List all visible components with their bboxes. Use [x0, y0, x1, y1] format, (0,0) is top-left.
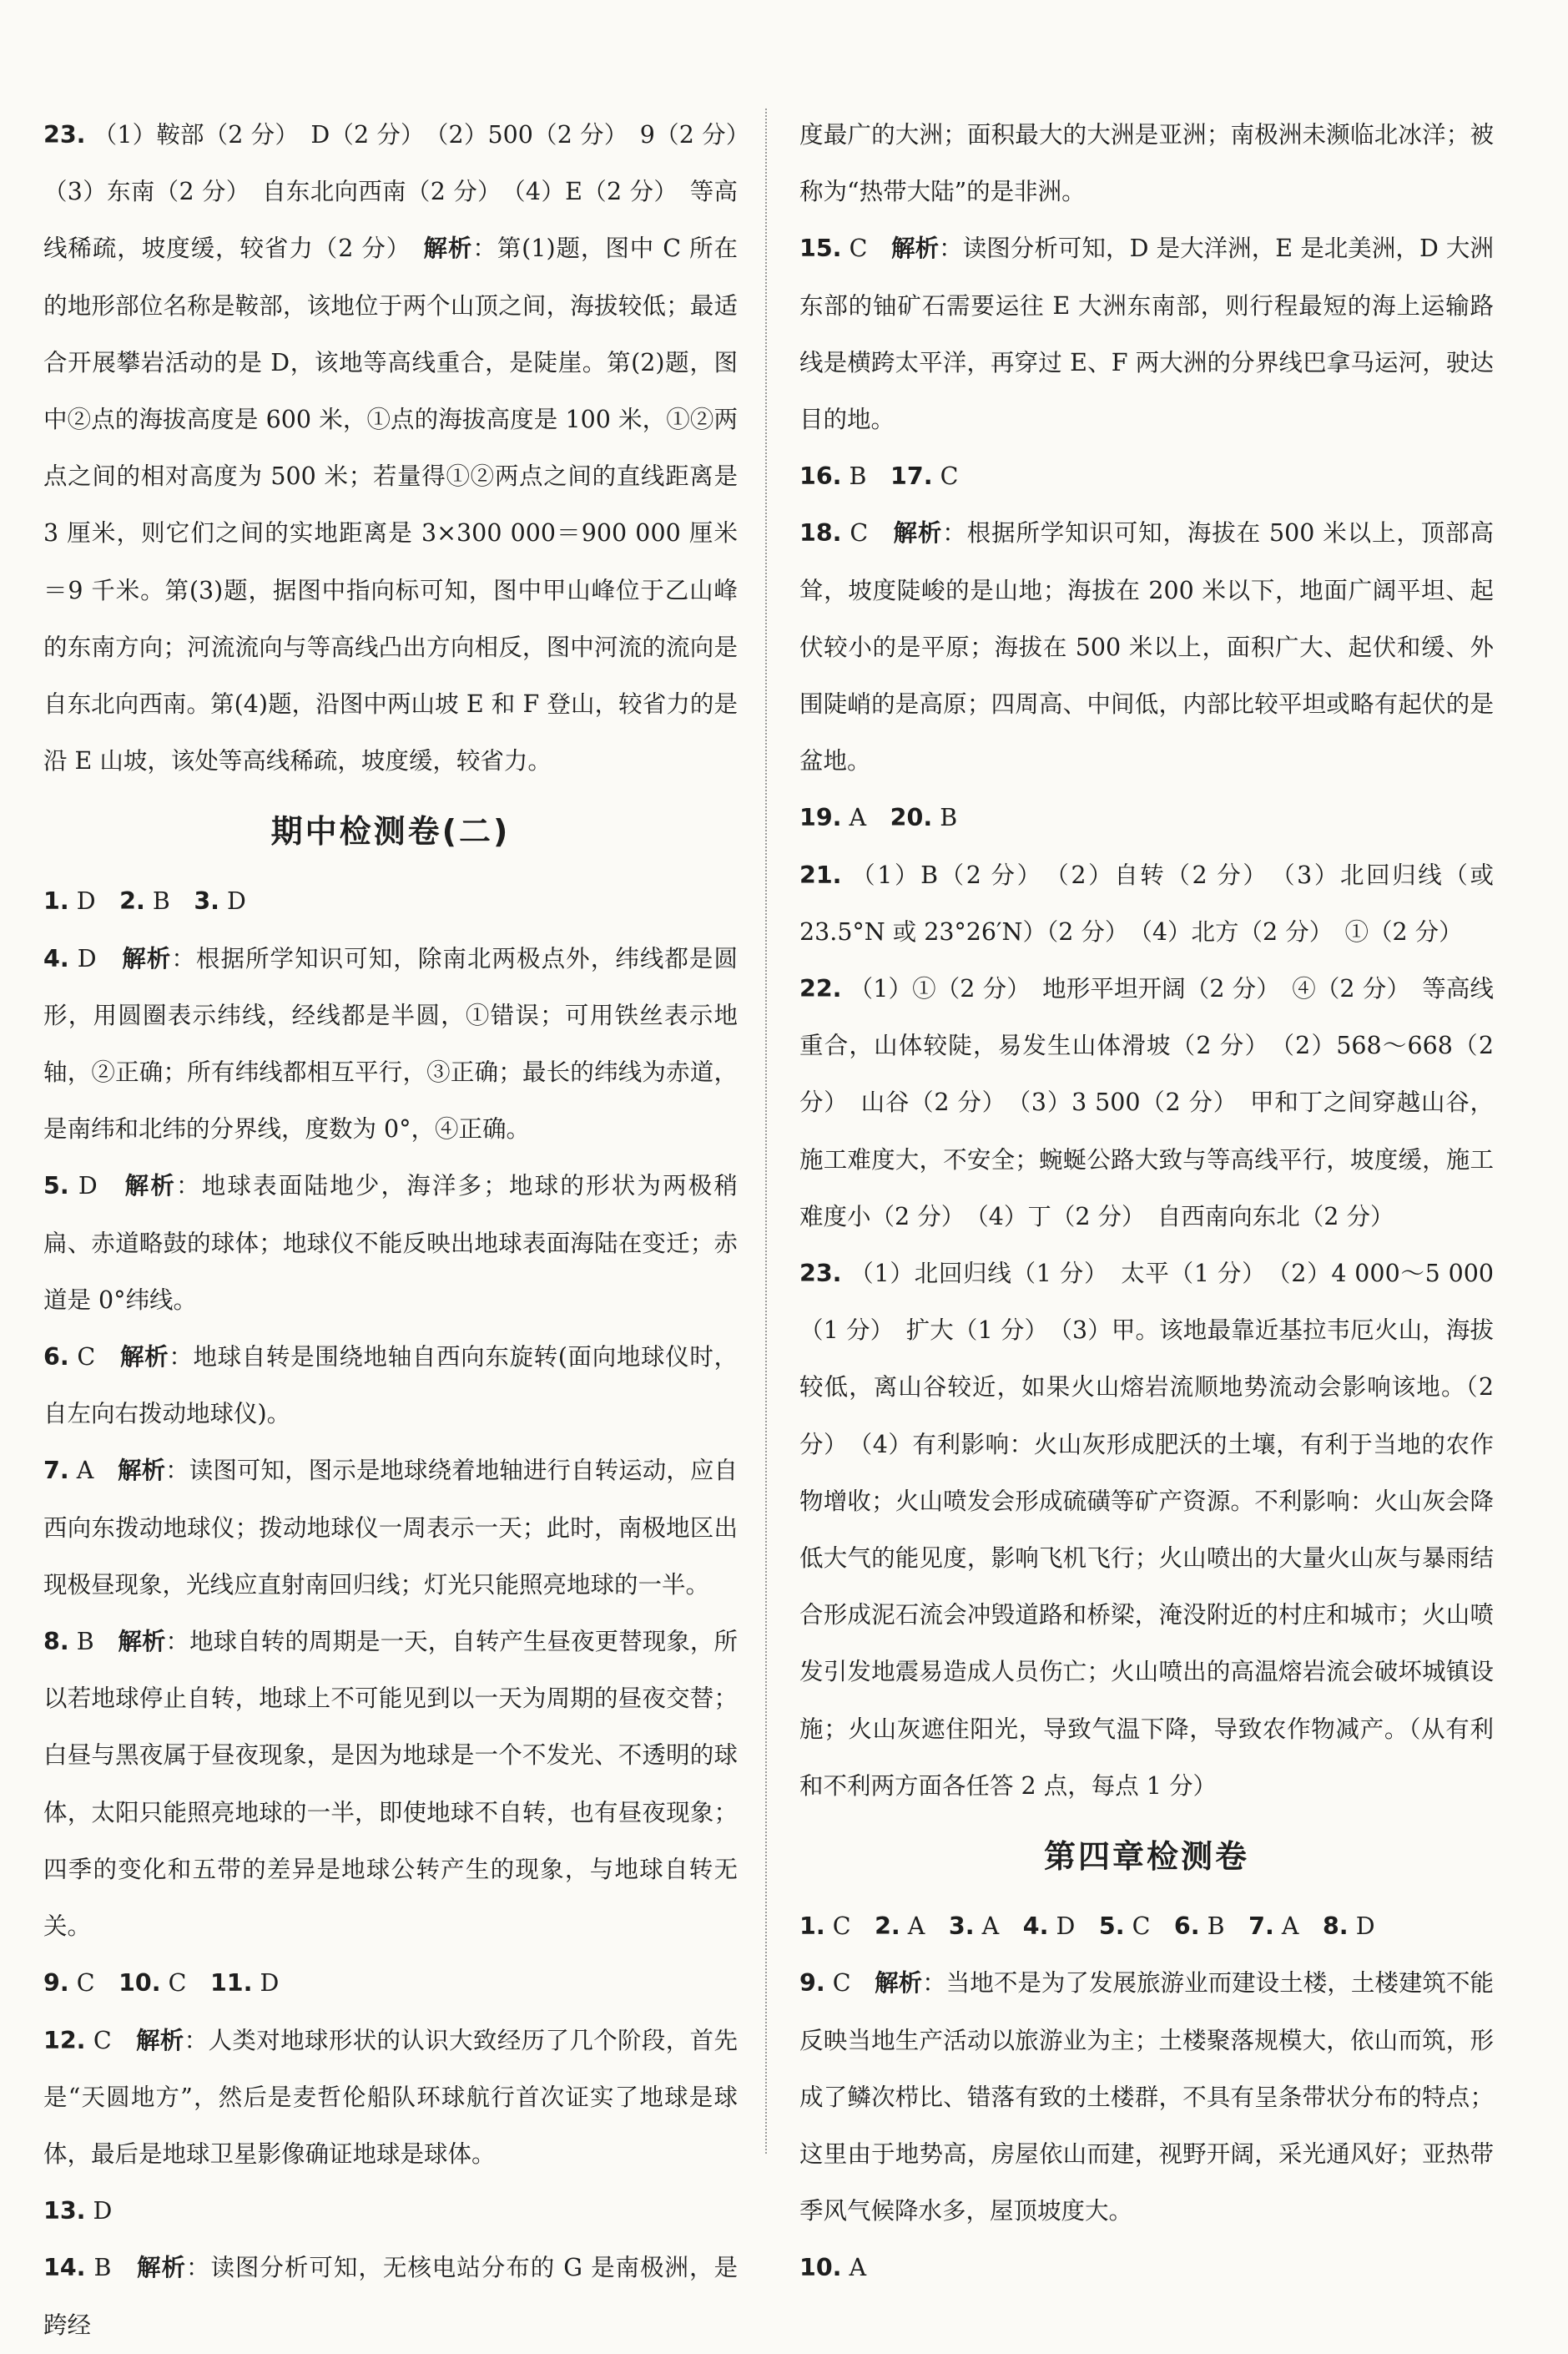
- answer-item: [43, 1614, 738, 1955]
- question-number: 23.: [43, 121, 86, 149]
- answer-list: [799, 2240, 1494, 2296]
- answer-list: [43, 873, 738, 930]
- answer-text: （1）B（2 分） （2）自转（2 分） （3）北回归线（或 23.5°N 或 23°26′N）（2 分） （4）北方（2 分） ①（2 分）: [799, 861, 1494, 946]
- explanation-text: ：根据所学知识可知，海拔在 500 米以上，顶部高耸，坡度陡峻的是山地；海拔在 200 米以下，地面广阔平坦、起伏较小的是平原；海拔在 500 米以上，面积广大、起伏和缓、外围陡峭的是高原；四周高、中间低，内部比较平坦或略有起伏的是盆地。: [799, 519, 1494, 775]
- question-number: 16.: [799, 462, 842, 491]
- question-number: 12.: [43, 2026, 86, 2054]
- answer-choice: B: [144, 887, 170, 916]
- answer-list: [43, 2183, 738, 2240]
- explanation-label: 解析: [135, 2026, 184, 2054]
- question-number: 1.: [799, 1912, 825, 1941]
- answer-list: [799, 448, 1494, 505]
- answer-choice: D: [1048, 1912, 1076, 1941]
- explanation-label: 解析: [124, 1172, 177, 1200]
- question-number: 23.: [799, 1260, 842, 1288]
- question-number: 9.: [799, 1969, 825, 1998]
- question-number: 5.: [1098, 1912, 1125, 1941]
- question-number: 3.: [948, 1912, 975, 1941]
- answer-text: C: [68, 1343, 120, 1371]
- explanation-label: 解析: [120, 1343, 169, 1371]
- question-number: 18.: [799, 519, 842, 548]
- question-number: 6.: [1173, 1912, 1200, 1941]
- answer-text: C: [85, 2026, 136, 2054]
- section-title: 第四章检测卷: [1043, 1838, 1249, 1876]
- explanation-label: 解析: [136, 2254, 186, 2282]
- answer-text: C: [824, 1969, 875, 1998]
- explanation-label: 解析: [118, 1457, 166, 1485]
- answer-choice: B: [932, 804, 958, 832]
- answer-choice: D: [1348, 1912, 1375, 1941]
- answer-choice: A: [1273, 1912, 1299, 1941]
- answer-text: B: [68, 1628, 118, 1656]
- answer-continuation: 度最广的大洲；面积最大的大洲是亚洲；南极洲未濒临北冰洋；被称为“热带大陆”的是非洲。: [799, 121, 1494, 206]
- explanation-label: 解析: [118, 1628, 166, 1656]
- explanation-text: ：地球自转的周期是一天，自转产生昼夜更替现象，所以若地球停止自转，地球上不可能见到以一天为周期的昼夜交替；白昼与黑夜属于昼夜现象，是因为地球是一个不发光、不透明的球体，太阳只能照亮地球的一半，即使地球不自转，也有昼夜现象；四季的变化和五带的差异是地球公转产生的现象，与地球自转无关。: [43, 1628, 738, 1941]
- question-number: 6.: [43, 1343, 69, 1371]
- answer-choice: D: [85, 2197, 113, 2225]
- answer-text: A: [68, 1457, 118, 1485]
- left-column: [43, 107, 762, 2354]
- question-number: 7.: [43, 1457, 69, 1485]
- question-number: 15.: [799, 235, 842, 263]
- answer-item: [43, 2240, 738, 2353]
- question-number: 1.: [43, 887, 69, 916]
- question-number: 19.: [799, 804, 842, 832]
- question-number: 9.: [43, 1969, 69, 1998]
- answer-choice: A: [841, 804, 867, 832]
- answer-choice: C: [160, 1969, 187, 1998]
- answer-choice: C: [824, 1912, 851, 1941]
- answer-item: [799, 1245, 1494, 1815]
- section-title: 期中检测卷(二): [270, 813, 511, 851]
- question-number: 21.: [799, 861, 842, 889]
- answer-item: [799, 220, 1494, 448]
- answer-item: [43, 1329, 738, 1442]
- explanation-text: ：当地不是为了发展旅游业而建设土楼，土楼建筑不能反映当地生产活动以旅游业为主；土楼聚落规模大，依山而筑，形成了鳞次栉比、错落有致的土楼群，不具有呈条带状分布的特点；这里由于地势高，房屋依山而建，视野开阔，采光通风好；亚热带季风气候降水多，屋顶坡度大。: [799, 1969, 1494, 2225]
- explanation-label: 解析: [122, 944, 172, 972]
- answer-text: D: [68, 944, 123, 972]
- question-number: 11.: [209, 1969, 253, 1998]
- question-number: 2.: [119, 887, 145, 916]
- question-number: 8.: [43, 1628, 69, 1656]
- answer-list: [43, 1955, 738, 2012]
- answer-text: B: [85, 2254, 137, 2282]
- answer-item: [43, 931, 738, 1159]
- question-number: 3.: [194, 887, 219, 916]
- answer-choice: B: [841, 462, 867, 491]
- right-column: [799, 107, 1494, 2297]
- explanation-text: ：读图分析可知，无核电站分布的 G 是南极洲，是跨经: [43, 2254, 738, 2339]
- answer-choice: A: [900, 1912, 925, 1941]
- answer-text: （1）①（2 分） 地形平坦开阔（2 分） ④（2 分） 等高线重合，山体较陡，易发生山体滑坡（2 分） （2）568～668（2 分） 山谷（2 分） （3）3 500（2 分） 甲和丁之间穿越山谷，施工难度大，不安全；蜿蜒公路大致与等高线平行，坡度缓，施工难度小（2 分） （4）丁（2 分） 自西南向东北（2 分）: [799, 975, 1494, 1230]
- answer-choice: D: [219, 887, 246, 916]
- explanation-text: ：第(1)题，图中 C 所在的地形部位名称是鞍部，该地位于两个山顶之间，海拔较低；最适合开展攀岩活动的是 D，该地等高线重合，是陡崖。第(2)题，图中②点的海拔高度是 600 米，①点的海拔高度是 100 米，①②两点之间的相对高度为 500 米；若量得①②两点之间的直线距离是 3 厘米，则它们之间的实地距离是 3×300 000＝900 000 厘米＝9 千米。第(3)题，据图中指向标可知，图中甲山峰位于乙山峰的东南方向；河流流向与等高线凸出方向相反，图中河流的流向是自东北向西南。第(4)题，沿图中两山坡 E 和 F 登山，较省力的是沿 E 山坡，该处等高线稀疏，坡度缓，较省力。: [43, 235, 738, 775]
- question-number: 13.: [43, 2197, 86, 2225]
- answer-choice: D: [68, 887, 96, 916]
- explanation-label: 解析: [875, 1969, 923, 1998]
- column-divider: [765, 109, 767, 2154]
- explanation-text: ：读图可知，图示是地球绕着地轴进行自转运动，应自西向东拨动地球仪；拨动地球仪一周表示一天；此时，南极地区出现极昼现象，光线应直射南回归线；灯光只能照亮地球的一半。: [43, 1457, 738, 1599]
- answer-text: （1）北回归线（1 分） 太平（1 分） （2）4 000～5 000（1 分） 扩大（1 分） （3）甲。该地最靠近基拉韦厄火山，海拔较低，离山谷较近，如果火山熔岩流顺地势流动会影响该地。（2 分） （4）有利影响：火山灰形成肥沃的土壤，有利于当地的农作物增收；火山喷发会形成硫磺等矿产资源。不利影响：火山灰会降低大气的能见度，影响飞机飞行；火山喷出的大量火山灰与暴雨结合形成泥石流会冲毁道路和桥梁，淹没附近的村庄和城市；火山喷发引发地震易造成人员伤亡；火山喷出的高温熔岩流会破坏城镇设施；火山灰遮住阳光，导致气温下降，导致农作物减产。（从有利和不利两方面各任答 2 点，每点 1 分）: [799, 1260, 1494, 1800]
- answer-item: [799, 961, 1494, 1245]
- answer-item: [43, 1158, 738, 1329]
- question-number: 7.: [1248, 1912, 1274, 1941]
- answer-item: [43, 2013, 738, 2184]
- explanation-text: ：地球表面陆地少，海洋多；地球的形状为两极稍扁、赤道略鼓的球体；地球仪不能反映出地球表面海陆在变迁；赤道是 0°纬线。: [43, 1172, 738, 1314]
- answer-item: [43, 1442, 738, 1614]
- answer-item: [799, 1955, 1494, 2240]
- question-number: 2.: [875, 1912, 900, 1941]
- question-number: 8.: [1322, 1912, 1349, 1941]
- question-number: 4.: [43, 944, 69, 972]
- question-number: 14.: [43, 2254, 86, 2282]
- answer-list: [799, 790, 1494, 846]
- question-number: 4.: [1022, 1912, 1049, 1941]
- explanation-text: ：根据所学知识可知，除南北两极点外，纬线都是圆形，用圆圈表示纬线，经线都是半圆，①错误；可用铁丝表示地轴，②正确；所有纬线都相互平行，③正确；最长的纬线为赤道，是南纬和北纬的分界线，度数为 0°，④正确。: [43, 944, 738, 1144]
- explanation-text: ：读图分析可知，D 是大洋洲，E 是北美洲，D 大洲东部的铀矿石需要运往 E 大洲东南部，则行程最短的海上运输路线是横跨太平洋，再穿过 E、F 两大洲的分界线巴拿马运河，驶达目的地。: [799, 235, 1494, 434]
- answer-text: （1）鞍部（2 分） D（2 分） （2）500（2 分） 9（2 分） （3）东南（2 分） 自东北向西南（2 分） （4）E（2 分） 等高线稀疏，坡度缓，较省力（2 分）: [43, 121, 762, 263]
- question-number: 20.: [890, 804, 933, 832]
- answer-choice: B: [1199, 1912, 1225, 1941]
- question-number: 5.: [43, 1172, 69, 1200]
- answer-text: C: [841, 519, 894, 548]
- question-number: 17.: [890, 462, 933, 491]
- question-number: 10.: [799, 2254, 842, 2282]
- explanation-text: ：地球自转是围绕地轴自西向东旋转(面向地球仪时，自左向右拨动地球仪)。: [43, 1343, 738, 1428]
- answer-choice: A: [841, 2254, 867, 2282]
- answer-item: [799, 847, 1494, 961]
- explanation-text: ：人类对地球形状的认识大致经历了几个阶段，首先是“天圆地方”，然后是麦哲伦船队环球航行首次证实了地球是球体，最后是地球卫星影像确证地球是球体。: [43, 2026, 738, 2168]
- answer-choice: A: [974, 1912, 1000, 1941]
- answer-choice: C: [932, 462, 959, 491]
- question-number: 10.: [118, 1969, 161, 1998]
- explanation-label: 解析: [423, 235, 473, 263]
- explanation-label: 解析: [891, 235, 940, 263]
- answer-item: [799, 505, 1494, 790]
- answer-choice: C: [68, 1969, 95, 1998]
- question-number: 22.: [799, 975, 842, 1003]
- answer-item: [43, 107, 762, 790]
- answer-choice: D: [252, 1969, 280, 1998]
- answer-text: C: [841, 235, 892, 263]
- explanation-label: 解析: [893, 519, 943, 548]
- answer-list: [799, 1898, 1494, 1955]
- answer-choice: C: [1124, 1912, 1151, 1941]
- answer-text: D: [68, 1172, 125, 1200]
